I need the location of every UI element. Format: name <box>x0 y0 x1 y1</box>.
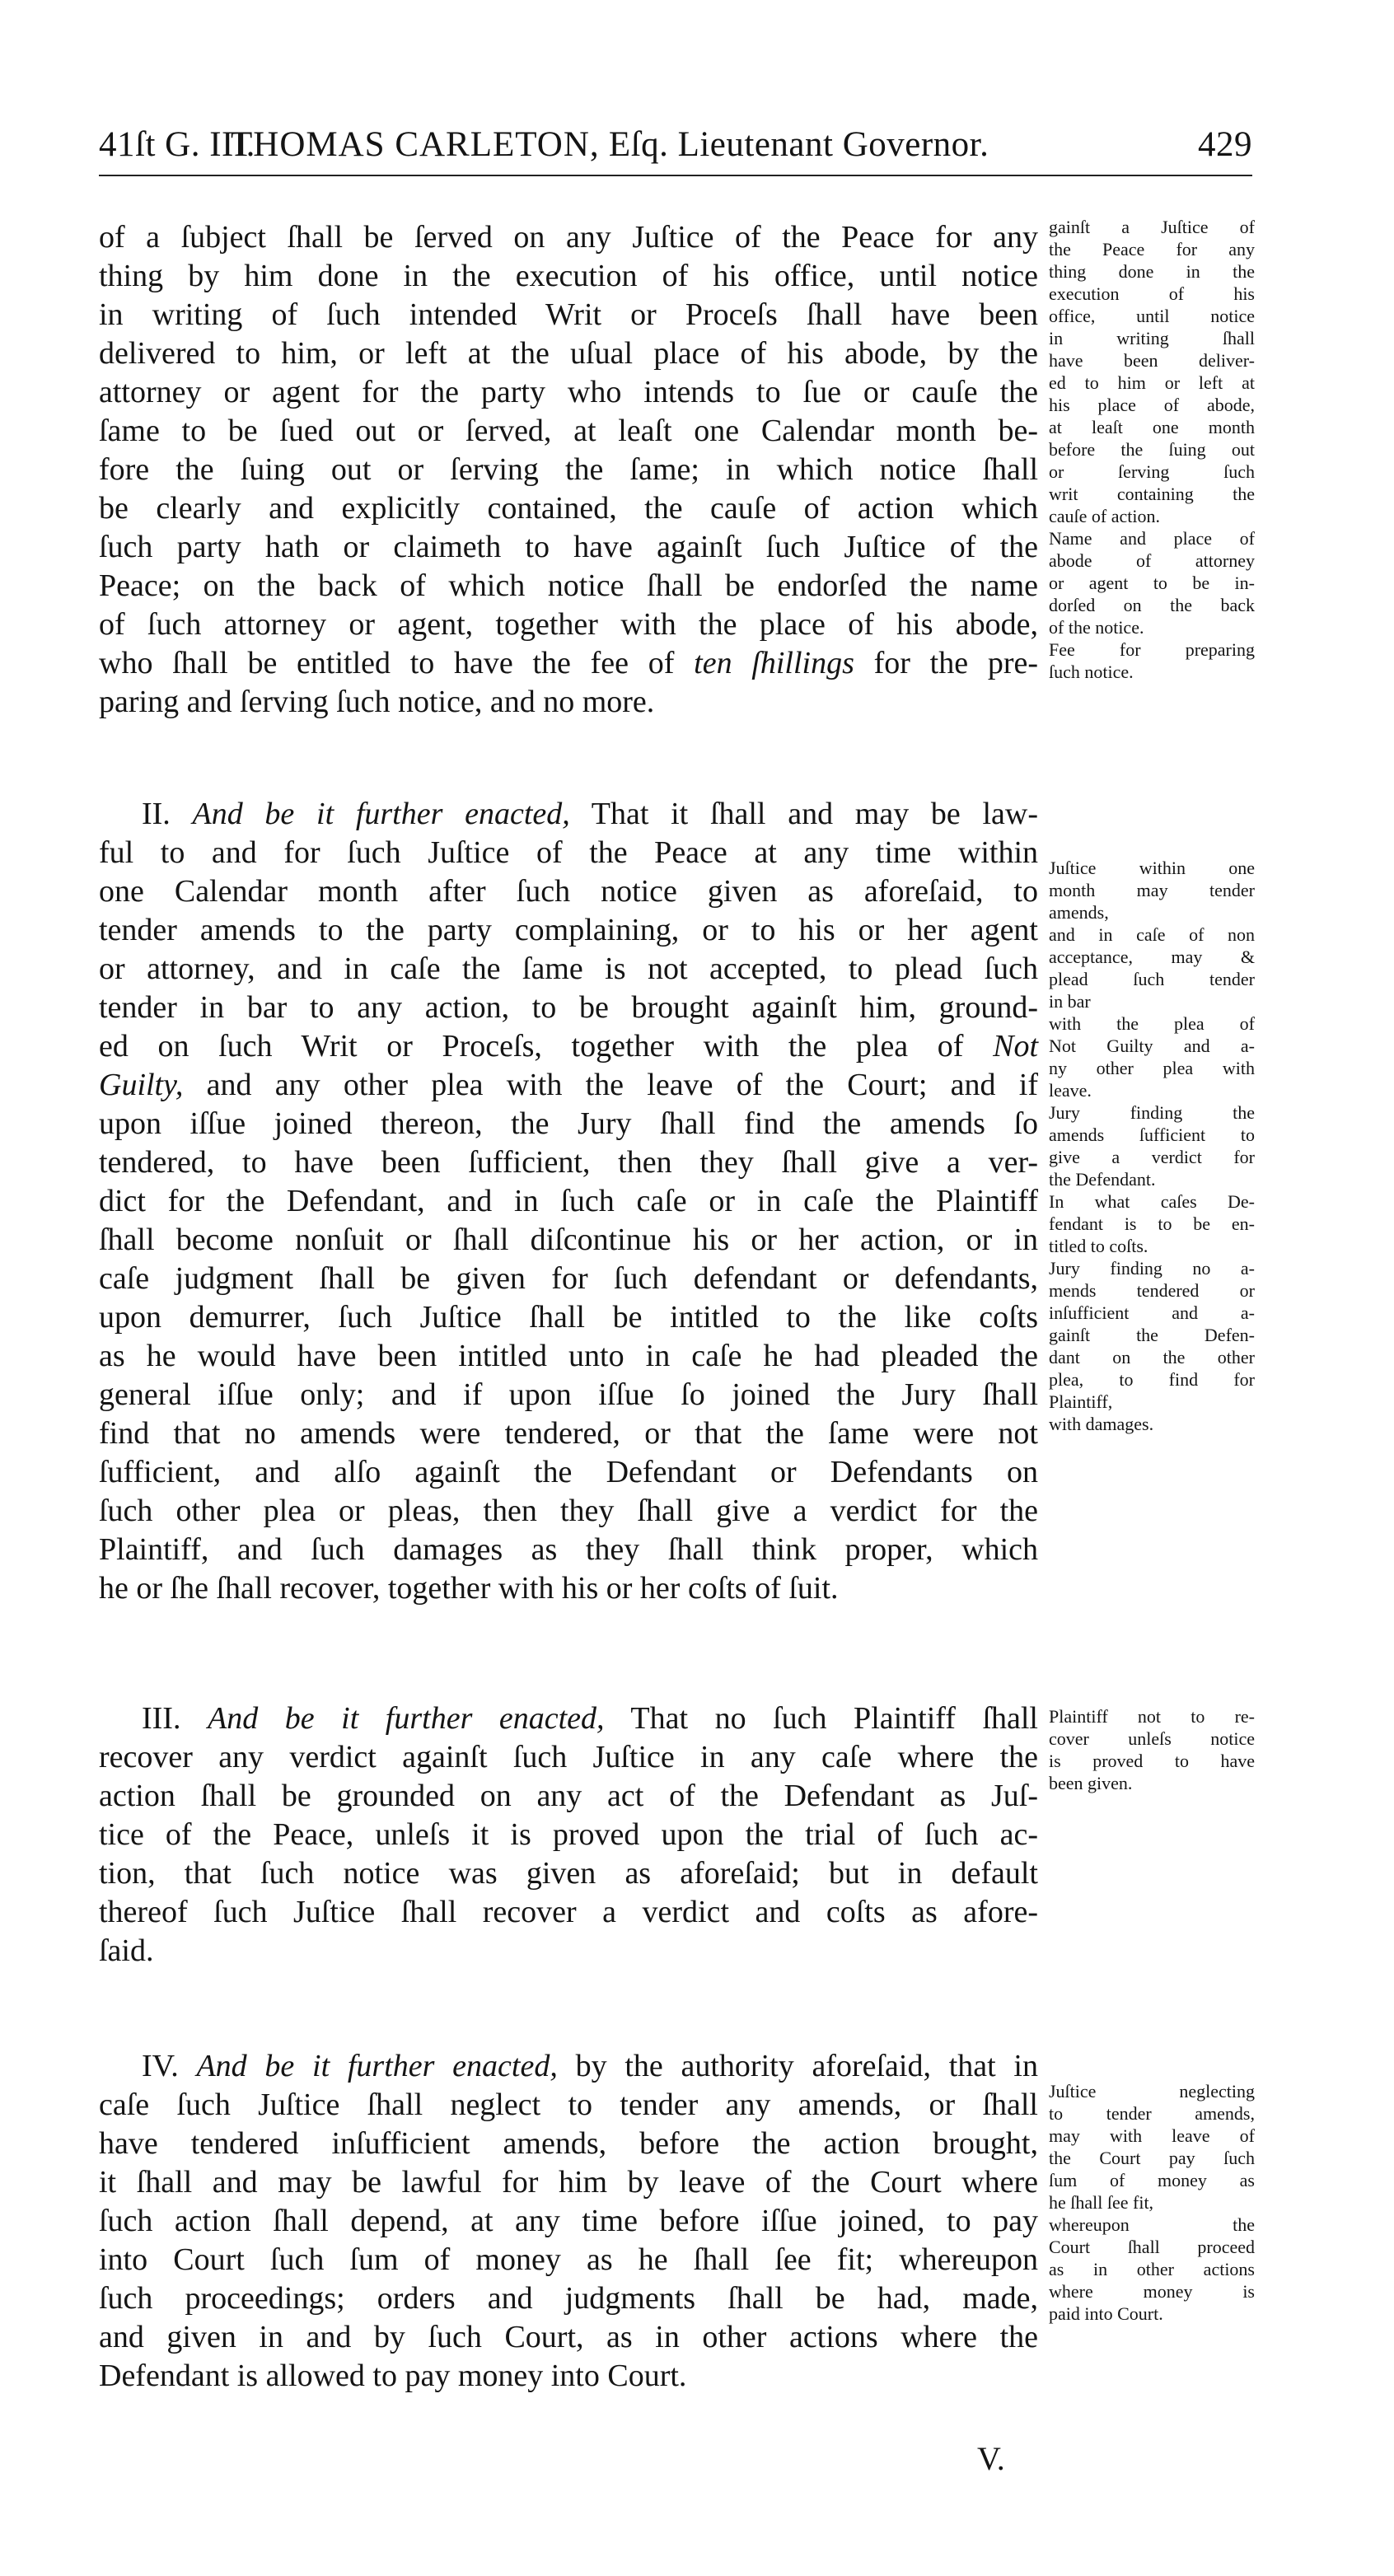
note-line: acceptance, may & <box>1049 947 1255 967</box>
text-line: thereof ſuch Juſtice ſhall recover a verdict and coſts as afore- <box>99 1895 1038 1929</box>
text-line: thing by him done in the execution of his office, until notice <box>99 259 1038 293</box>
note-line: give a verdict for <box>1049 1147 1255 1167</box>
text-line: of ſuch attorney or agent, together with the place of his abode, <box>99 607 1038 642</box>
note-line: plead ſuch tender <box>1049 969 1255 989</box>
note-line: amends ſufficient to <box>1049 1124 1255 1145</box>
note-line: plea, to find for <box>1049 1369 1255 1390</box>
note-line: execution of his <box>1049 283 1255 304</box>
note-line: with damages. <box>1049 1414 1154 1434</box>
text-line: Peace; on the back of which notice ſhall be endorſed the name <box>99 568 1038 603</box>
text-line: Plaintiff, and ſuch damages as they ſhall think proper, which <box>99 1532 1038 1567</box>
note-line: of the notice. <box>1049 617 1144 638</box>
text-line: tendered, to have been ſufficient, then they ſhall give a ver- <box>99 1145 1038 1180</box>
text-line: ſhall become nonſuit or ſhall diſcontinue his or her action, or in <box>99 1223 1038 1257</box>
text-line: II. And be it further enacted, That it ſhall and may be law- <box>142 797 1038 831</box>
note-line: Jury finding the <box>1049 1102 1255 1123</box>
note-line: writ containing the <box>1049 484 1255 504</box>
text-line: caſe ſuch Juſtice ſhall neglect to tender any amends, or ſhall <box>99 2087 1038 2122</box>
text-line: upon demurrer, ſuch Juſtice ſhall be intitled to the like coſts <box>99 1300 1038 1335</box>
text-line: III. And be it further enacted, That no ſuch Plaintiff ſhall <box>142 1701 1038 1736</box>
note-line: ed to him or left at <box>1049 372 1255 393</box>
section-1-marginal-note <box>1049 216 1255 683</box>
note-line: Plaintiff, <box>1049 1391 1113 1412</box>
note-line: paid into Court. <box>1049 2303 1163 2324</box>
note-line: in writing ſhall <box>1049 328 1255 348</box>
text-line: it ſhall and may be lawful for him by leave of the Court where <box>99 2165 1038 2200</box>
section-1-text <box>99 218 1038 722</box>
text-line: or attorney, and in caſe the ſame is not accepted, to plead ſuch <box>99 951 1038 986</box>
note-line: Plaintiff not to re- <box>1049 1706 1255 1727</box>
text-line: tion, that ſuch notice was given as aforeſaid; but in default <box>99 1856 1038 1891</box>
page-number: 429 <box>1198 125 1252 164</box>
text-line: general iſſue only; and if upon iſſue ſo joined the Jury ſhall <box>99 1377 1038 1412</box>
note-line: the Defendant. <box>1049 1169 1156 1190</box>
note-line: and in caſe of non <box>1049 924 1255 945</box>
header-rule <box>99 175 1252 176</box>
note-line: cauſe of action. <box>1049 506 1160 526</box>
note-line: in bar <box>1049 991 1091 1012</box>
note-line: or ſerving ſuch <box>1049 461 1255 482</box>
catchword: V. <box>977 2440 1005 2477</box>
note-line: gainſt a Juſtice of <box>1049 217 1255 237</box>
section-4-marginal-note <box>1049 2080 1255 2325</box>
note-line: In what caſes De- <box>1049 1191 1255 1212</box>
note-line: office, until notice <box>1049 306 1255 326</box>
note-line: Fee for preparing <box>1049 639 1255 660</box>
note-line: before the ſuing out <box>1049 439 1255 460</box>
note-line: dant on the other <box>1049 1347 1255 1367</box>
note-line: ny other plea with <box>1049 1058 1255 1078</box>
note-line: ſum of money as <box>1049 2170 1255 2190</box>
header-regnal-year: 41ſt G. III. <box>99 125 255 164</box>
note-line: as in other actions <box>1049 2259 1255 2279</box>
note-line: with the plea of <box>1049 1013 1255 1034</box>
note-line: the Peace for any <box>1049 239 1255 259</box>
text-line: ſuch proceedings; orders and judgments ſhall be had, made, <box>99 2281 1038 2316</box>
note-line: Name and place of <box>1049 528 1255 549</box>
header-title <box>231 124 989 166</box>
note-line: at leaſt one month <box>1049 417 1255 437</box>
running-header <box>99 124 1252 166</box>
text-line: of a ſubject ſhall be ſerved on any Juſtice of the Peace for any <box>99 220 1038 255</box>
text-line: dict for the Defendant, and in ſuch caſe or in caſe the Plaintiff <box>99 1184 1038 1218</box>
text-line: one Calendar month after ſuch notice given as aforeſaid, to <box>99 874 1038 909</box>
note-line: whereupon the <box>1049 2214 1255 2235</box>
text-line: ſuch other plea or pleas, then they ſhall give a verdict for the <box>99 1494 1038 1528</box>
note-line: Jury finding no a- <box>1049 1258 1255 1279</box>
note-line: dorſed on the back <box>1049 595 1255 615</box>
note-line: Court ſhall proceed <box>1049 2237 1255 2257</box>
text-line: IV. And be it further enacted, by the authority aforeſaid, that in <box>142 2049 1038 2083</box>
note-line: is proved to have <box>1049 1751 1255 1771</box>
note-line: cover unleſs notice <box>1049 1728 1255 1749</box>
text-line: fore the ſuing out or ſerving the ſame; in which notice ſhall <box>99 452 1038 487</box>
note-line: to tender amends, <box>1049 2103 1255 2124</box>
text-line: upon iſſue joined thereon, the Jury ſhall find the amends ſo <box>99 1106 1038 1141</box>
text-line: and given in and by ſuch Court, as in other actions where the <box>99 2320 1038 2354</box>
note-line: gainſt the Defen- <box>1049 1325 1255 1345</box>
section-3-text <box>99 1699 1038 1971</box>
note-line: the Court pay ſuch <box>1049 2148 1255 2168</box>
text-line: find that no amends were tendered, or that the ſame were not <box>99 1416 1038 1451</box>
text-line: caſe judgment ſhall be given for ſuch defendant or defendants, <box>99 1261 1038 1296</box>
text-line: he or ſhe ſhall recover, together with his or her coſts of ſuit. <box>99 1571 839 1606</box>
text-line: ed on ſuch Writ or Proceſs, together with the plea of Not <box>99 1029 1038 1064</box>
text-line: in writing of ſuch intended Writ or Proceſs ſhall have been <box>99 297 1038 332</box>
text-line: tender in bar to any action, to be brought againſt him, ground- <box>99 990 1038 1025</box>
text-line: ſaid. <box>99 1933 154 1968</box>
section-2-marginal-note <box>1049 857 1255 1435</box>
note-line: or agent to be in- <box>1049 573 1255 593</box>
text-line: ful to and for ſuch Juſtice of the Peace at any time within <box>99 835 1038 870</box>
note-line: month may tender <box>1049 880 1255 900</box>
text-line: as he would have been intitled unto in caſe he had pleaded the <box>99 1339 1038 1373</box>
note-line: ſuch notice. <box>1049 662 1134 682</box>
note-line: been given. <box>1049 1773 1133 1793</box>
text-line: Defendant is allowed to pay money into Court. <box>99 2359 687 2393</box>
note-line: abode of attorney <box>1049 550 1255 571</box>
header-governor-name: THOMAS CARLETON, <box>231 125 600 164</box>
note-line: inſufficient and a- <box>1049 1302 1255 1323</box>
note-line: Juſtice within one <box>1049 858 1255 878</box>
header-governor-title: Eſq. Lieutenant Governor. <box>608 125 989 164</box>
note-line: titled to coſts. <box>1049 1236 1148 1256</box>
text-line: into Court ſuch ſum of money as he ſhall ſee fit; whereupon <box>99 2242 1038 2277</box>
note-line: mends tendered or <box>1049 1280 1255 1301</box>
note-line: where money is <box>1049 2281 1255 2302</box>
text-line: paring and ſerving ſuch notice, and no more. <box>99 685 655 719</box>
text-line: have tendered inſufficient amends, before the action brought, <box>99 2126 1038 2161</box>
note-line: his place of abode, <box>1049 395 1255 415</box>
note-line: Not Guilty and a- <box>1049 1036 1255 1056</box>
section-3-marginal-note <box>1049 1705 1255 1794</box>
note-line: Juſtice neglecting <box>1049 2081 1255 2101</box>
text-line: Guilty, and any other plea with the leave of the Court; and if <box>99 1068 1038 1102</box>
text-line: tender amends to the party complaining, or to his or her agent <box>99 913 1038 947</box>
note-line: thing done in the <box>1049 261 1255 282</box>
note-line: have been deliver- <box>1049 350 1255 371</box>
note-line: leave. <box>1049 1080 1092 1101</box>
note-line: may with leave of <box>1049 2125 1255 2146</box>
note-line: he ſhall ſee fit, <box>1049 2192 1154 2213</box>
text-line: who ſhall be entitled to have the fee of ten ſhillings for the pre- <box>99 646 1038 680</box>
text-line: ſame to be ſued out or ſerved, at leaſt one Calendar month be- <box>99 414 1038 448</box>
note-line: amends, <box>1049 902 1109 923</box>
text-line: recover any verdict againſt ſuch Juſtice in any caſe where the <box>99 1740 1038 1774</box>
text-line: ſuch party hath or claimeth to have againſt ſuch Juſtice of the <box>99 530 1038 564</box>
text-line: delivered to him, or left at the uſual place of his abode, by the <box>99 336 1038 371</box>
text-line: tice of the Peace, unleſs it is proved upon the trial of ſuch ac- <box>99 1817 1038 1852</box>
text-line: action ſhall be grounded on any act of the Defendant as Juſ- <box>99 1779 1038 1813</box>
note-line: fendant is to be en- <box>1049 1213 1255 1234</box>
text-line: ſufficient, and alſo againſt the Defendant or Defendants on <box>99 1455 1038 1489</box>
section-4-text <box>99 2047 1038 2396</box>
text-line: attorney or agent for the party who intends to ſue or cauſe the <box>99 375 1038 409</box>
section-2-text <box>99 795 1038 1608</box>
text-line: ſuch action ſhall depend, at any time before iſſue joined, to pay <box>99 2204 1038 2238</box>
text-line: be clearly and explicitly contained, the cauſe of action which <box>99 491 1038 526</box>
